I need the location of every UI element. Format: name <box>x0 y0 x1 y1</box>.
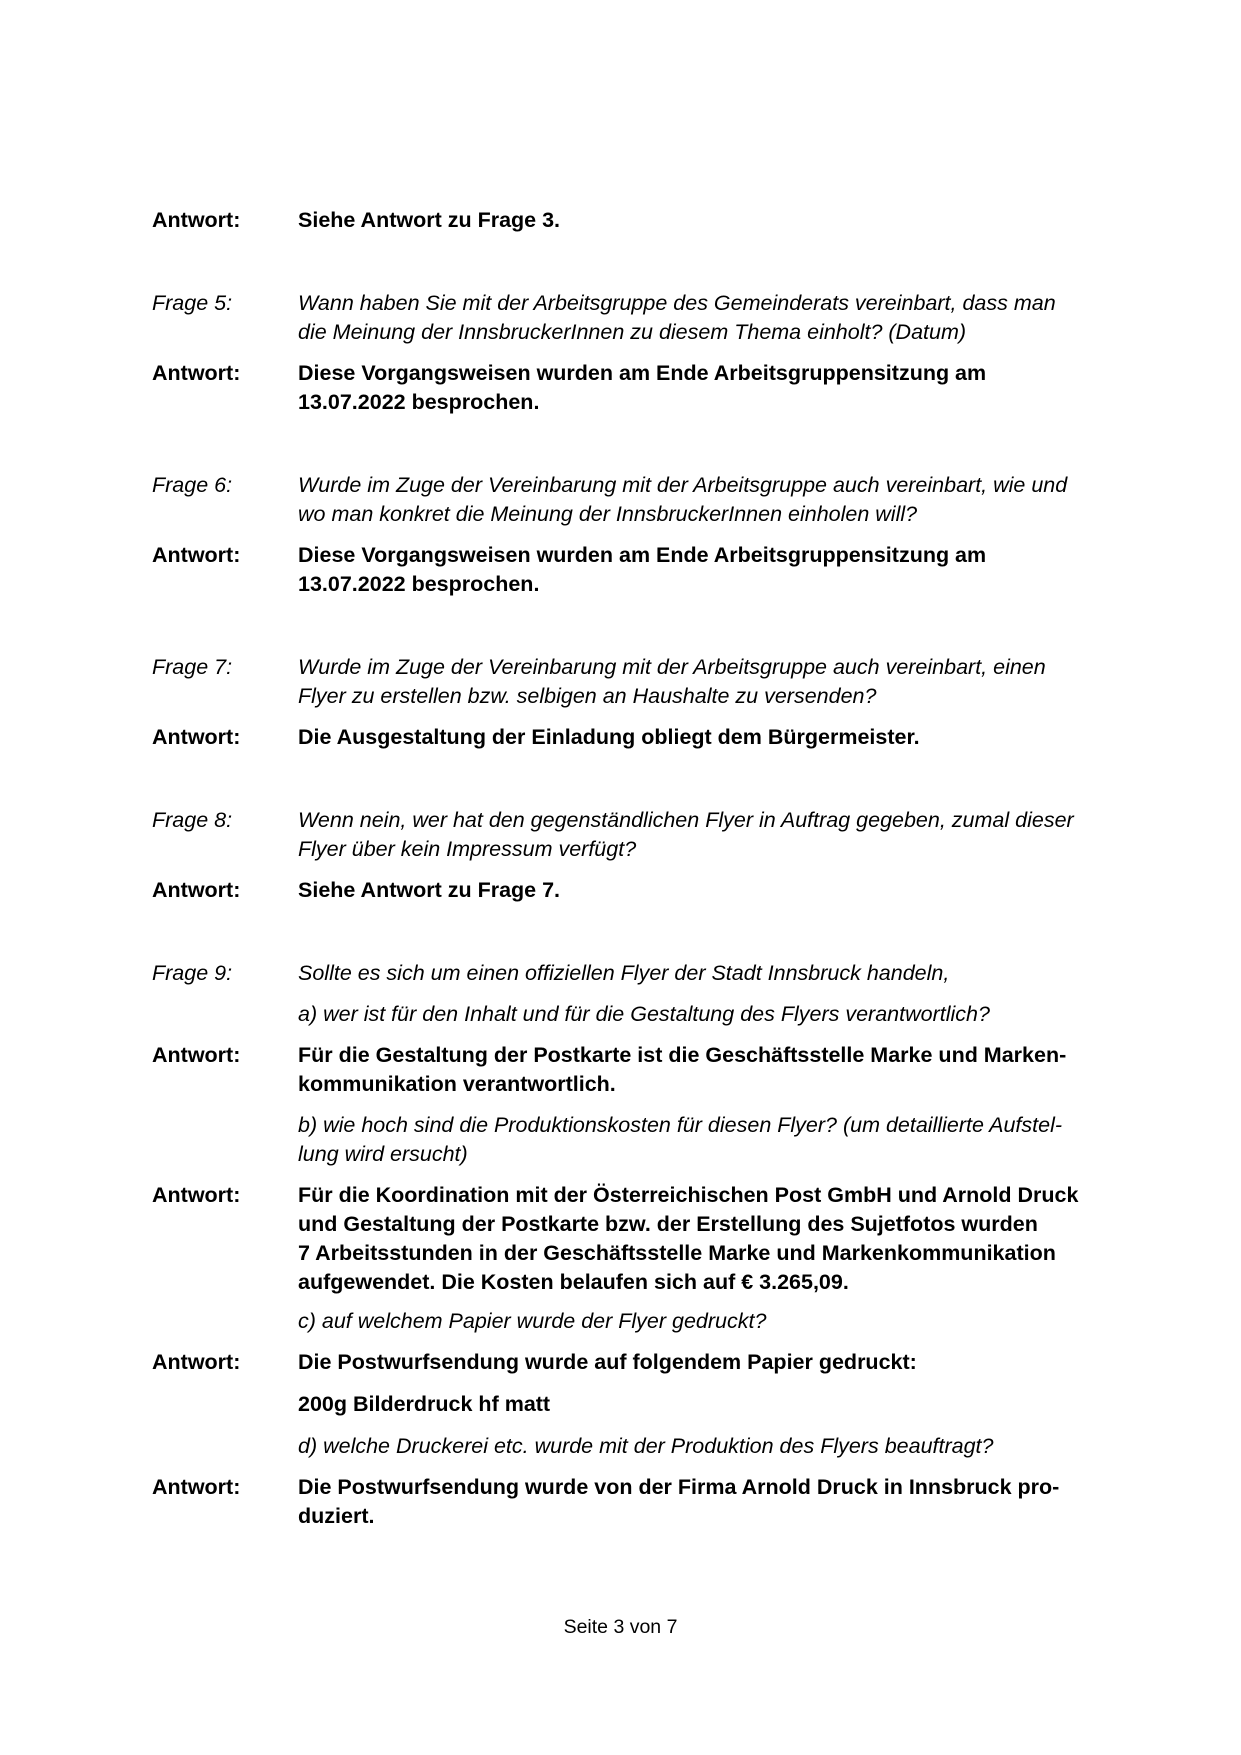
page-number: Seite 3 von 7 <box>563 1616 678 1638</box>
answer-block <box>152 1473 1142 1531</box>
sub-question-text: a) wer ist für den Inhalt und für die Gestaltung des Flyers verantwortlich? <box>298 1002 990 1026</box>
answer-label: Antwort: <box>152 1350 241 1374</box>
question-text: Wenn nein, wer hat den gegenständlichen Flyer in Auftrag gegeben, zumal dieser Flyer über kein Impressum verfügt? <box>298 808 1074 861</box>
answer-label: Antwort: <box>152 1475 241 1499</box>
answer-block <box>152 1348 1142 1377</box>
question-text: Wurde im Zuge der Vereinbarung mit der Arbeitsgruppe auch vereinbart, wie und wo man konkret die Meinung der InnsbruckerInnen einholen will? <box>298 473 1068 526</box>
question-label <box>152 1000 298 1029</box>
answer-text: 200g Bilderdruck hf matt <box>298 1392 551 1416</box>
answer-block <box>152 541 1142 599</box>
answer-text: Die Postwurfsendung wurde von der Firma Arnold Druck in Innsbruck pro- duziert. <box>298 1475 1060 1528</box>
answer-text: Die Ausgestaltung der Einladung obliegt dem Bürgermeister. <box>298 725 920 749</box>
question-label: Frage 7: <box>152 655 233 679</box>
answer-label: Antwort: <box>152 1183 241 1207</box>
question-label <box>152 1432 298 1461</box>
question-block <box>152 959 1142 988</box>
sub-question-text: b) wie hoch sind die Produktionskosten für diesen Flyer? (um detaillierte Aufstel- lung wird ersucht) <box>298 1113 1063 1166</box>
question-text: Wurde im Zuge der Vereinbarung mit der Arbeitsgruppe auch vereinbart, einen Flyer zu erstellen bzw. selbigen an Haushalte zu versenden? <box>298 655 1046 708</box>
sub-question-text: d) welche Druckerei etc. wurde mit der Produktion des Flyers beauftragt? <box>298 1434 994 1458</box>
answer-label <box>152 1390 298 1419</box>
answer-block <box>152 206 1142 235</box>
question-label: Frage 5: <box>152 291 233 315</box>
answer-label: Antwort: <box>152 208 241 232</box>
sub-question-block <box>152 1307 1142 1336</box>
answer-label: Antwort: <box>152 361 241 385</box>
answer-block <box>152 876 1142 905</box>
question-block <box>152 289 1142 347</box>
answer-label: Antwort: <box>152 725 241 749</box>
answer-block <box>152 1181 1142 1297</box>
answer-continuation <box>152 1390 1142 1419</box>
question-text: Sollte es sich um einen offiziellen Flyer der Stadt Innsbruck handeln, <box>298 961 950 985</box>
question-label: Frage 9: <box>152 961 233 985</box>
answer-label: Antwort: <box>152 543 241 567</box>
question-label <box>152 1307 298 1336</box>
answer-text: Die Postwurfsendung wurde auf folgendem Papier gedruckt: <box>298 1350 917 1374</box>
answer-text: Siehe Antwort zu Frage 3. <box>298 208 561 232</box>
answer-label: Antwort: <box>152 1043 241 1067</box>
sub-question-text: c) auf welchem Papier wurde der Flyer gedruckt? <box>298 1309 767 1333</box>
answer-text: Für die Koordination mit der Österreichischen Post GmbH und Arnold Druck und Gestaltung der Postkarte bzw. der Erstellung des Sujetfotos wurden 7 Arbeitsstunden in der Geschäftsstelle Marke und Markenkommunikation aufgewendet. Die Kosten belaufen sich auf € 3.265,09. <box>298 1183 1079 1294</box>
answer-block <box>152 359 1142 417</box>
answer-text: Diese Vorgangsweisen wurden am Ende Arbeitsgruppensitzung am 13.07.2022 besprochen. <box>298 543 987 596</box>
question-block <box>152 471 1142 529</box>
question-label: Frage 6: <box>152 473 233 497</box>
sub-question-block <box>152 1432 1142 1461</box>
question-label: Frage 8: <box>152 808 233 832</box>
answer-block <box>152 723 1142 752</box>
question-label <box>152 1111 298 1169</box>
answer-label: Antwort: <box>152 878 241 902</box>
question-block <box>152 653 1142 711</box>
answer-text: Für die Gestaltung der Postkarte ist die Geschäftsstelle Marke und Marken- kommunikation verantwortlich. <box>298 1043 1067 1096</box>
answer-text: Diese Vorgangsweisen wurden am Ende Arbeitsgruppensitzung am 13.07.2022 besprochen. <box>298 361 987 414</box>
answer-block <box>152 1041 1142 1099</box>
answer-text: Siehe Antwort zu Frage 7. <box>298 878 561 902</box>
sub-question-block <box>152 1000 1142 1029</box>
question-text: Wann haben Sie mit der Arbeitsgruppe des Gemeinderats vereinbart, dass man die Meinung der InnsbruckerInnen zu diesem Thema einholt? (Datum) <box>298 291 1056 344</box>
question-block <box>152 806 1142 864</box>
sub-question-block <box>152 1111 1142 1169</box>
